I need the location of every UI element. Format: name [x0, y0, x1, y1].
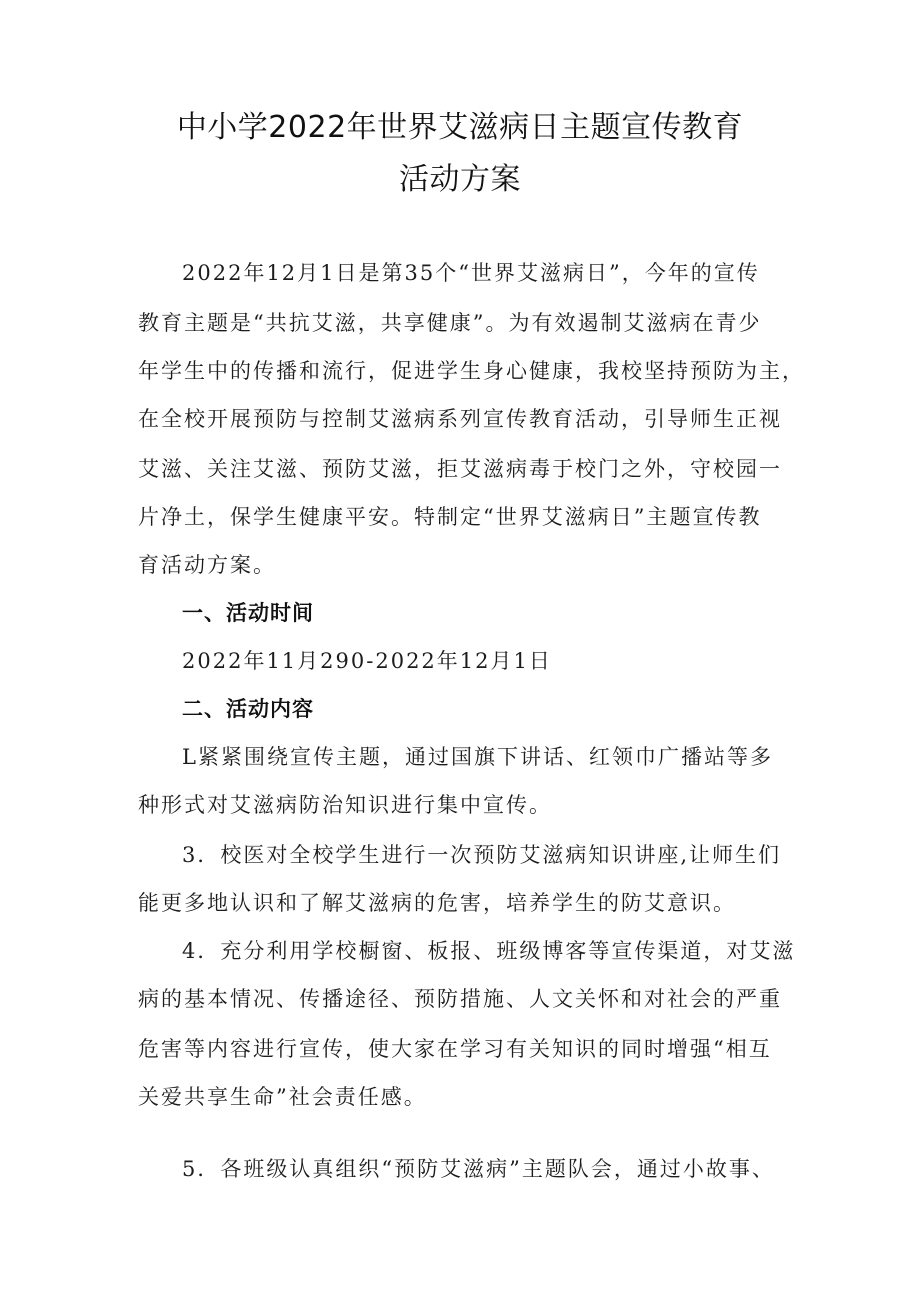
content-item-3-line-1: 3．校医对全校学生进行一次预防艾滋病知识讲座,让师生们 — [182, 843, 782, 867]
section-heading-time: 一、活动时间 — [182, 601, 314, 625]
document-title-line-1: 中小学2022年世界艾滋病日主题宣传教育 — [176, 110, 744, 145]
content-item-4-line-3: 危害等内容进行宣传，使大家在学习有关知识的同时增强“相互 — [138, 1037, 772, 1061]
content-item-4-line-1: 4．充分利用学校橱窗、板报、班级博客等宣传渠道，对艾滋 — [182, 939, 796, 963]
content-item-4-line-4: 关爱共享生命”社会责任感。 — [138, 1085, 427, 1109]
intro-line-5: 艾滋、关注艾滋、预防艾滋，拒艾滋病毒于校门之外，守校园一 — [138, 457, 782, 481]
intro-line-7: 育活动方案。 — [138, 553, 276, 577]
intro-line-4: 在全校开展预防与控制艾滋病系列宣传教育活动，引导师生正视 — [138, 407, 782, 431]
intro-line-6: 片净土，保学生健康平安。特制定“世界艾滋病日”主题宣传教 — [138, 505, 762, 529]
intro-line-1: 2022年12月1日是第35个“世界艾滋病日”，今年的宣传 — [182, 261, 760, 285]
content-item-1-line-2: 种形式对艾滋病防治知识进行集中宣传。 — [138, 793, 552, 817]
document-title-line-2: 活动方案 — [399, 162, 521, 197]
content-item-3-line-2: 能更多地认识和了解艾滋病的危害，培养学生的防艾意识。 — [138, 891, 736, 915]
content-item-1-line-1: L紧紧围绕宣传主题，通过国旗下讲话、红领巾广播站等多 — [182, 745, 773, 769]
section-heading-content: 二、活动内容 — [182, 697, 314, 721]
content-item-5-line-1: 5．各班级认真组织“预防艾滋病”主题队会，通过小故事、 — [182, 1157, 775, 1181]
intro-line-2: 教育主题是“共抗艾滋，共享健康”。为有效遏制艾滋病在青少 — [138, 311, 762, 335]
activity-time-text: 2022年11月290-2022年12月1日 — [182, 649, 552, 673]
intro-line-3: 年学生中的传播和流行，促进学生身心健康，我校坚持预防为主， — [138, 359, 805, 383]
content-item-4-line-2: 病的基本情况、传播途径、预防措施、人文关怀和对社会的严重 — [138, 987, 782, 1011]
